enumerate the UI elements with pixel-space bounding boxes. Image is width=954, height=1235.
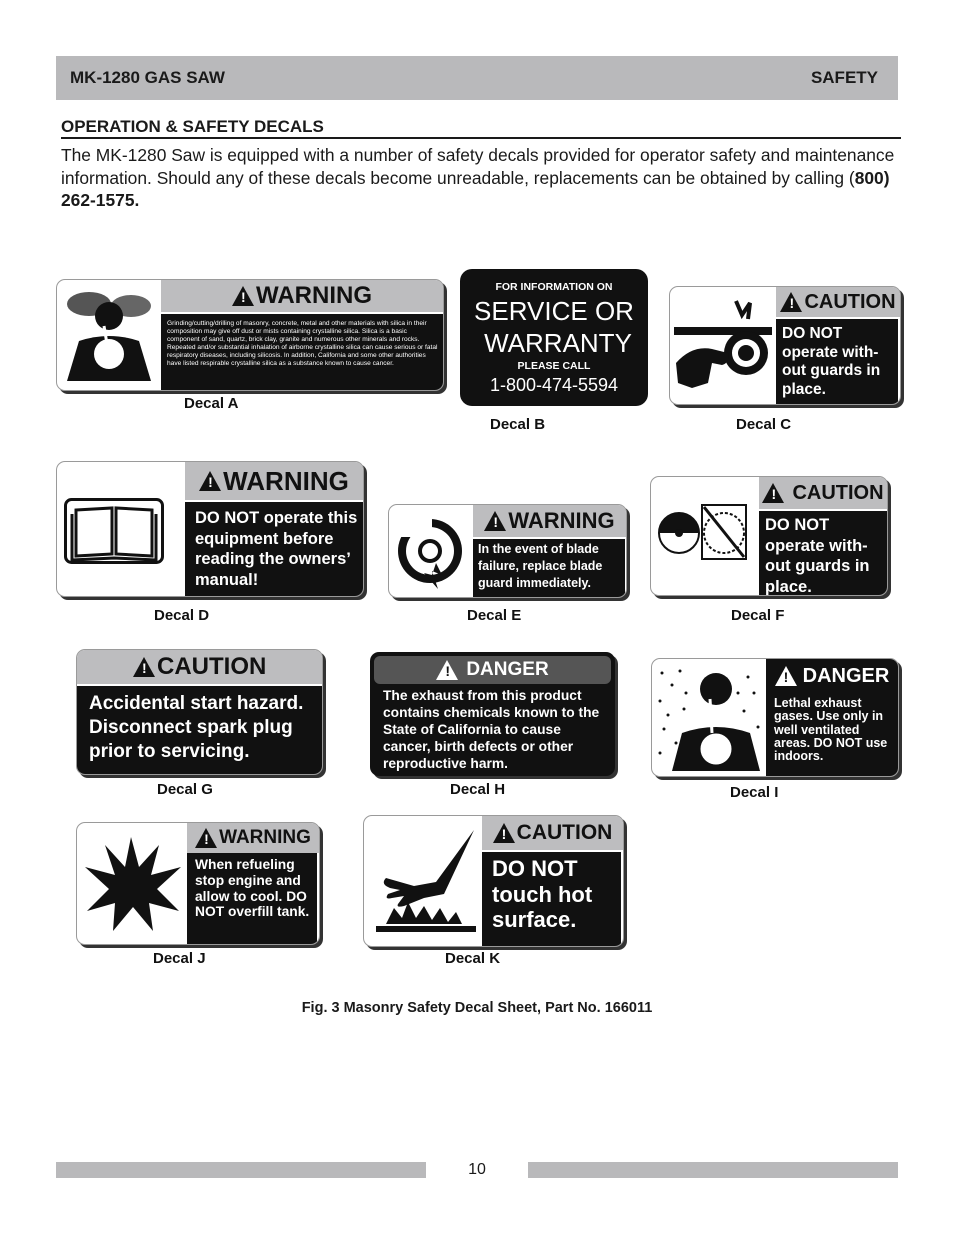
footer-bar-right bbox=[528, 1162, 898, 1178]
decal-h-signal: DANGER bbox=[466, 659, 549, 680]
decal-e-header bbox=[473, 505, 626, 537]
decal-i-body: Lethal exhaust gases. Use only in well ventilated areas. DO NOT use indoors. bbox=[766, 693, 899, 777]
decal-j bbox=[76, 822, 320, 945]
figure-caption: Fig. 3 Masonry Safety Decal Sheet, Part No. 166011 bbox=[301, 1000, 653, 1016]
decal-g bbox=[76, 649, 323, 775]
decal-c-header bbox=[776, 287, 900, 317]
page-header bbox=[56, 56, 898, 100]
decal-c-body: DO NOT operate with-out guards in place. bbox=[776, 319, 898, 405]
caution-triangle-icon bbox=[780, 292, 802, 312]
decal-d-header bbox=[185, 462, 363, 500]
intro-phone: 800) 262-1575. bbox=[61, 167, 890, 210]
decal-j-body: When refueling stop engine and allow to cool. DO NOT overfill tank. bbox=[187, 853, 317, 945]
manual-book-icon bbox=[64, 498, 164, 564]
section-rule bbox=[61, 137, 901, 139]
decal-e bbox=[388, 504, 627, 598]
decal-k-header bbox=[482, 816, 623, 850]
caution-triangle-icon bbox=[762, 483, 784, 503]
warning-triangle-icon bbox=[232, 286, 254, 306]
page-number: 10 bbox=[468, 1161, 486, 1178]
decal-e-signal: WARNING bbox=[508, 508, 615, 533]
warning-triangle-icon bbox=[195, 828, 217, 848]
warning-triangle-icon bbox=[199, 471, 221, 491]
decal-c-caption: Decal C bbox=[736, 416, 792, 433]
decal-b-line2: SERVICE OR bbox=[474, 296, 634, 326]
decal-k-caption: Decal K bbox=[445, 950, 501, 967]
decal-c bbox=[669, 286, 901, 405]
decal-d bbox=[56, 461, 364, 597]
decal-d-caption: Decal D bbox=[154, 607, 210, 624]
caution-triangle-icon bbox=[133, 657, 155, 677]
decal-b-caption: Decal B bbox=[490, 416, 546, 433]
decal-f bbox=[650, 476, 888, 596]
hot-surface-icon bbox=[374, 828, 480, 938]
decal-a-body: Grinding/cutting/drilling of masonry, concrete, metal and other materials with silica in their composition may give off dust or mists containing crystalline silica. Silica is a basic component of sand, quartz, brick clay, granite and numerous other minerals and rocks. Repeated and/or substantial inhalation of airborne crystalline silica can cause serious or fatal respiratory diseases, including silicosis. In addition, California and some other authorities have listed respirable crystalline silica as a substance known to cause cancer. bbox=[161, 314, 444, 391]
decal-k bbox=[363, 815, 624, 947]
decal-g-caption: Decal G bbox=[157, 781, 213, 798]
decal-h-header bbox=[374, 656, 611, 684]
decal-a bbox=[56, 279, 444, 391]
decal-a-header bbox=[161, 280, 443, 312]
decal-b-line1: FOR INFORMATION ON bbox=[495, 281, 613, 293]
decal-j-header bbox=[187, 823, 319, 853]
decal-a-signal: WARNING bbox=[256, 282, 372, 309]
decal-h-caption: Decal H bbox=[450, 781, 506, 798]
decal-i-header bbox=[766, 659, 898, 693]
decal-k-signal: CAUTION bbox=[516, 821, 613, 844]
danger-triangle-icon bbox=[436, 660, 458, 680]
decal-g-signal: CAUTION bbox=[157, 653, 267, 680]
decal-j-signal: WARNING bbox=[219, 827, 311, 848]
decal-k-body: DO NOT touch hot surface. bbox=[482, 852, 621, 947]
silica-dust-icon bbox=[59, 286, 159, 386]
decal-j-caption: Decal J bbox=[153, 950, 206, 967]
decal-h-body: The exhaust from this product contains chemicals known to the State of California to cause cancer, birth defects or other reproductive harm. bbox=[383, 688, 600, 771]
decal-a-caption: Decal A bbox=[184, 395, 239, 412]
explosion-icon bbox=[83, 837, 183, 933]
blade-guard-icon bbox=[655, 503, 749, 561]
decal-f-body: DO NOT operate with-out guards in place. bbox=[759, 511, 888, 596]
decal-d-signal: WARNING bbox=[223, 465, 349, 496]
caution-triangle-icon bbox=[493, 823, 515, 843]
warning-triangle-icon bbox=[484, 511, 506, 531]
decal-e-caption: Decal E bbox=[467, 607, 522, 624]
section-title: OPERATION & SAFETY DECALS bbox=[61, 117, 324, 136]
intro-paragraph bbox=[61, 144, 901, 212]
footer-bar-left bbox=[56, 1162, 426, 1178]
blade-failure-icon bbox=[392, 509, 472, 593]
decal-b-line4: PLEASE CALL bbox=[517, 360, 591, 372]
decal-g-header bbox=[77, 650, 322, 684]
decal-g-body: Accidental start hazard. Disconnect spark plug prior to servicing. bbox=[77, 686, 323, 775]
exhaust-gas-icon bbox=[654, 663, 764, 773]
decal-d-body: DO NOT operate this equipment before reading the owners’ manual! bbox=[185, 502, 364, 597]
decal-b bbox=[460, 269, 648, 406]
header-product: MK-1280 GAS SAW bbox=[70, 68, 225, 87]
decal-h bbox=[370, 652, 615, 776]
decal-f-caption: Decal F bbox=[731, 607, 785, 624]
decal-i-caption: Decal I bbox=[730, 784, 779, 801]
decal-c-signal: CAUTION bbox=[804, 290, 896, 313]
decal-f-header bbox=[759, 477, 887, 509]
intro-text: The MK-1280 Saw is equipped with a number of safety decals provided for operator safety and maintenance information. Should any of these decals become unreadable, replacements can be obtained by calling ( bbox=[61, 145, 895, 188]
decal-i-signal: DANGER bbox=[802, 664, 890, 687]
danger-triangle-icon bbox=[775, 666, 797, 686]
decal-b-phone: 1-800-474-5594 bbox=[489, 375, 619, 395]
decal-b-line3: WARRANTY bbox=[484, 328, 632, 358]
header-section: SAFETY bbox=[810, 68, 878, 87]
decal-i bbox=[651, 658, 899, 777]
decal-f-signal: CAUTION bbox=[792, 481, 884, 504]
hand-in-gear-icon bbox=[672, 293, 774, 399]
decal-e-body: In the event of blade failure, replace blade guard immediately. bbox=[473, 539, 625, 597]
